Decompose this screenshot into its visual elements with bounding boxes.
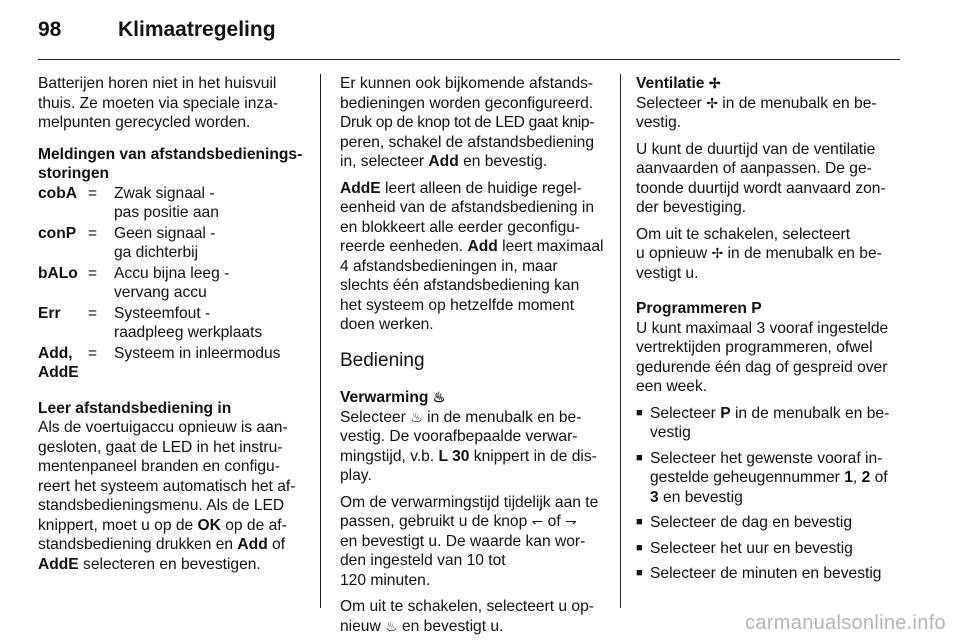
list-item: ■ Selecteer de minuten en bevestig — [636, 565, 882, 582]
watermark: carmanualsonline.info — [745, 612, 946, 634]
error-code: Err — [38, 304, 61, 322]
header-rule — [38, 59, 900, 60]
bullet-square-icon: ■ — [636, 567, 643, 579]
bullet-square-icon: ■ — [636, 451, 643, 464]
heat-icon: ♨ — [432, 389, 446, 405]
adjust-paragraph: Om de verwarmingstijd tijdelijk aan te passen, gebruikt u de knop ↽ of ⇁ en bevestigt u. De waarde kan wor- den ingesteld van 10 tot 120 minuten. — [340, 493, 599, 589]
errors-heading: Meldingen van afstandsbedienings- storingen — [38, 145, 303, 182]
learn-paragraph: Als de voertuigaccu opnieuw is aan- gesloten, gaat de LED in het instru- mentenpaneel branden en configu- reert het systeem automatisch het af- standsbedieningsmenu. Als de LED knippert, moet u op de OK op de af- standsbediening drukken en Add of AddE selecteren en bevestigen. — [38, 419, 296, 573]
programming-heading: Programmeren P — [636, 300, 762, 317]
increase-arrow-icon: ⇁ — [565, 513, 577, 529]
ventilation-heading: Ventilatie ✢ — [636, 75, 721, 92]
error-code-row: bALo = Accu bijna leeg - vervang accu — [38, 264, 306, 303]
error-code: bALo — [38, 264, 78, 282]
heat-icon: ♨ — [410, 408, 423, 425]
ventilation-off-paragraph: Om uit te schakelen, selecteert u opnieuw ✢ in de menubalk en be- vestigt u. — [636, 225, 882, 282]
bullet-square-icon: ■ — [636, 406, 643, 419]
fan-icon: ✢ — [706, 94, 718, 111]
battery-paragraph: Batterijen horen niet in het huisvuil thuis. Ze moeten via speciale inza- melpunten gerecycled worden. — [38, 75, 279, 131]
error-code-row: cobA = Zwak signaal - pas positie aan — [38, 184, 306, 223]
heat-icon: ♨ — [385, 617, 398, 634]
page-header — [38, 18, 276, 50]
fan-icon: ✢ — [708, 75, 721, 91]
error-code-table — [38, 184, 306, 383]
list-item: ■ Selecteer P in de menubalk en be- vestig — [636, 404, 890, 441]
error-code-row: Err = Systeemfout - raadpleeg werkplaats — [38, 304, 306, 343]
extra-remotes-paragraph: Er kunnen ook bijkomende afstands- bedieningen worden geconfigureerd. Druk op de knop tot de LED gaat knip- peren, schakel de afstandsbediening in, selecteer Add en bevestig. — [340, 75, 595, 170]
error-description: Systeemfout - raadpleeg werkplaats — [114, 304, 263, 341]
error-description: Geen signaal - ga dichterbij — [114, 224, 216, 261]
bullet-square-icon: ■ — [636, 541, 643, 554]
error-code: conP — [38, 224, 77, 242]
error-description: Accu bijna leeg - vervang accu — [114, 264, 230, 301]
heating-paragraph: Selecteer ♨ in de menubalk en be- vestig. De voorafbepaalde verwar- mingstijd, v.b. L 30 knippert in de dis- play. — [340, 408, 597, 484]
column-1 — [38, 74, 306, 581]
page-title: Klimaatregeling — [118, 18, 276, 41]
column-2 — [340, 74, 606, 643]
decrease-arrow-icon: ↽ — [531, 513, 544, 529]
heating-off-paragraph: Om uit te schakelen, selecteert u op- nieuw ♨ en bevestigt u. — [340, 598, 594, 635]
bullet-square-icon: ■ — [636, 516, 643, 528]
column-3 — [636, 74, 904, 590]
error-code-row: conP = Geen signaal - ga dichterbij — [38, 224, 306, 263]
error-description: Systeem in inleermodus — [114, 344, 281, 362]
column-divider — [320, 74, 321, 608]
programming-steps — [636, 404, 904, 584]
learn-heading: Leer afstandsbediening in — [38, 399, 232, 417]
column-divider — [620, 74, 621, 608]
list-item: ■ Selecteer de dag en bevestig — [636, 514, 852, 531]
section-heading-bediening: Bediening — [340, 349, 425, 371]
page-number: 98 — [38, 18, 62, 41]
programming-paragraph: U kunt maximaal 3 vooraf ingestelde vertrektijden programmeren, ofwel gedurende één dag of gespreid over een week. — [636, 319, 889, 395]
ventilation-paragraph: Selecteer ✢ in de menubalk en be- vestig. — [636, 94, 877, 131]
error-description: Zwak signaal - pas positie aan — [114, 184, 219, 221]
adde-paragraph: AddE leert alleen de huidige regel- eenheid van de afstandsbediening in en blokkeert alle eerder geconfigu- reerde eenheden. Add leert maximaal 4 afstandsbedieningen in, maar slechts één afstandsbediening kan het systeem op hetzelfde moment doen werken. — [340, 179, 604, 333]
list-item: ■ Selecteer het uur en bevestig — [636, 539, 853, 557]
error-code-row: Add, AddE = Systeem in inleermodus — [38, 344, 306, 383]
heating-heading: Verwarming ♨ — [340, 389, 446, 406]
list-item: ■ Selecteer het gewenste vooraf in- gestelde geheugennummer 1, 2 of 3 en bevestig — [636, 449, 888, 506]
error-code: cobA — [38, 184, 77, 202]
ventilation-duration-paragraph: U kunt de duurtijd van de ventilatie aanvaarden of aanpassen. De ge- toonde duurtijd wordt aanvaard zon- der bevestiging. — [636, 140, 886, 216]
error-code: Add, AddE — [38, 344, 79, 381]
fan-icon: ✢ — [711, 245, 724, 261]
